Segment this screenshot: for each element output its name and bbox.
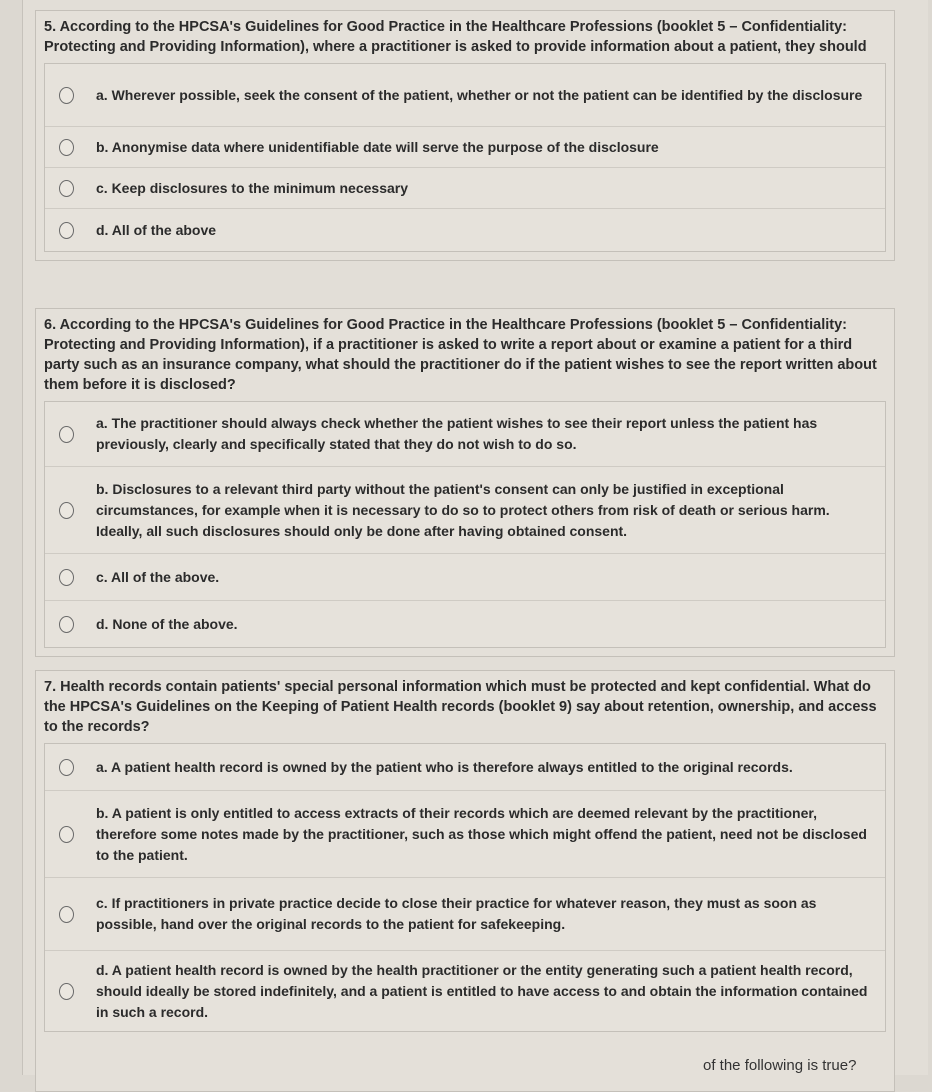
option-label: a. The practitioner should always check whether the patient wishes to see their report unless the patient has previously, clearly and specifically stated that they do not wish to do so.	[96, 415, 818, 452]
radio-button[interactable]	[59, 616, 74, 633]
option-label: a. A patient health record is owned by the patient who is therefore always entitled to the original records.	[96, 758, 793, 775]
radio-button[interactable]	[59, 906, 74, 923]
next-question-partial-text: of the following is true?	[703, 1057, 857, 1074]
quiz-page	[22, 0, 928, 1075]
option-7c[interactable]	[45, 878, 885, 951]
option-7b[interactable]	[45, 791, 885, 878]
radio-button[interactable]	[59, 983, 74, 1000]
option-6d[interactable]	[45, 601, 885, 647]
radio-button[interactable]	[59, 139, 74, 156]
radio-button[interactable]	[59, 180, 74, 197]
option-label: d. None of the above.	[96, 615, 238, 632]
option-label: c. All of the above.	[96, 568, 220, 585]
question-text: 7. Health records contain patients' special personal information which must be protected and kept confidential. What do the HPCSA's Guidelines on the Keeping of Patient Health records (booklet 9) say about retention, ownership, and access to the records?	[44, 679, 877, 735]
option-label: b. Anonymise data where unidentifiable date will serve the purpose of the disclosure	[96, 138, 659, 155]
option-5a[interactable]	[45, 64, 885, 127]
option-7d[interactable]	[45, 951, 885, 1031]
question-6	[35, 308, 895, 657]
radio-button[interactable]	[59, 826, 74, 843]
option-label: d. A patient health record is owned by the health practitioner or the entity generating such a patient health record, should ideally be stored indefinitely, and a patient is entitled to have access to and obtain the information contained in such a record.	[96, 961, 868, 1020]
question-text: 5. According to the HPCSA's Guidelines for Good Practice in the Healthcare Professions (booklet 5 – Confidentiality: Protecting and Providing Information), where a practitioner is asked to provide information about a patient, they should	[44, 19, 867, 55]
option-7a[interactable]	[45, 744, 885, 791]
option-label: b. A patient is only entitled to access extracts of their records which are deemed relevant by the practitioner, therefore some notes made by the practitioner, such as those which might offend the patient, need not be disclosed to the patient.	[96, 804, 867, 863]
radio-button[interactable]	[59, 569, 74, 586]
question-7	[35, 670, 895, 1092]
option-6a[interactable]	[45, 402, 885, 467]
radio-button[interactable]	[59, 426, 74, 443]
option-label: a. Wherever possible, seek the consent of the patient, whether or not the patient can be identified by the disclosure	[96, 86, 863, 103]
question-5	[35, 10, 895, 261]
answer-options	[44, 401, 886, 648]
option-5b[interactable]	[45, 127, 885, 168]
answer-options	[44, 743, 886, 1032]
option-label: c. Keep disclosures to the minimum necessary	[96, 179, 409, 196]
radio-button[interactable]	[59, 87, 74, 104]
radio-button[interactable]	[59, 222, 74, 239]
option-label: b. Disclosures to a relevant third party without the patient's consent can only be justified in exceptional circumstances, for example when it is necessary to do so to protect others from risk of death or serious harm. Ideally, all such disclosures should only be done after having obtained consent.	[96, 480, 830, 539]
option-5c[interactable]	[45, 168, 885, 209]
option-5d[interactable]	[45, 209, 885, 251]
radio-button[interactable]	[59, 759, 74, 776]
option-6c[interactable]	[45, 554, 885, 601]
option-6b[interactable]	[45, 467, 885, 554]
question-text: 6. According to the HPCSA's Guidelines for Good Practice in the Healthcare Professions (booklet 5 – Confidentiality: Protecting and Providing Information), if a practitioner is asked to write a report about or examine a patient for a third party such as an insurance company, what should the practitioner do if the patient wishes to see the report written about them before it is disclosed?	[44, 317, 877, 393]
answer-options	[44, 63, 886, 252]
radio-button[interactable]	[59, 502, 74, 519]
option-label: d. All of the above	[96, 221, 217, 238]
option-label: c. If practitioners in private practice decide to close their practice for whatever reason, they must as soon as possible, hand over the original records to the patient for safekeeping.	[96, 895, 817, 932]
